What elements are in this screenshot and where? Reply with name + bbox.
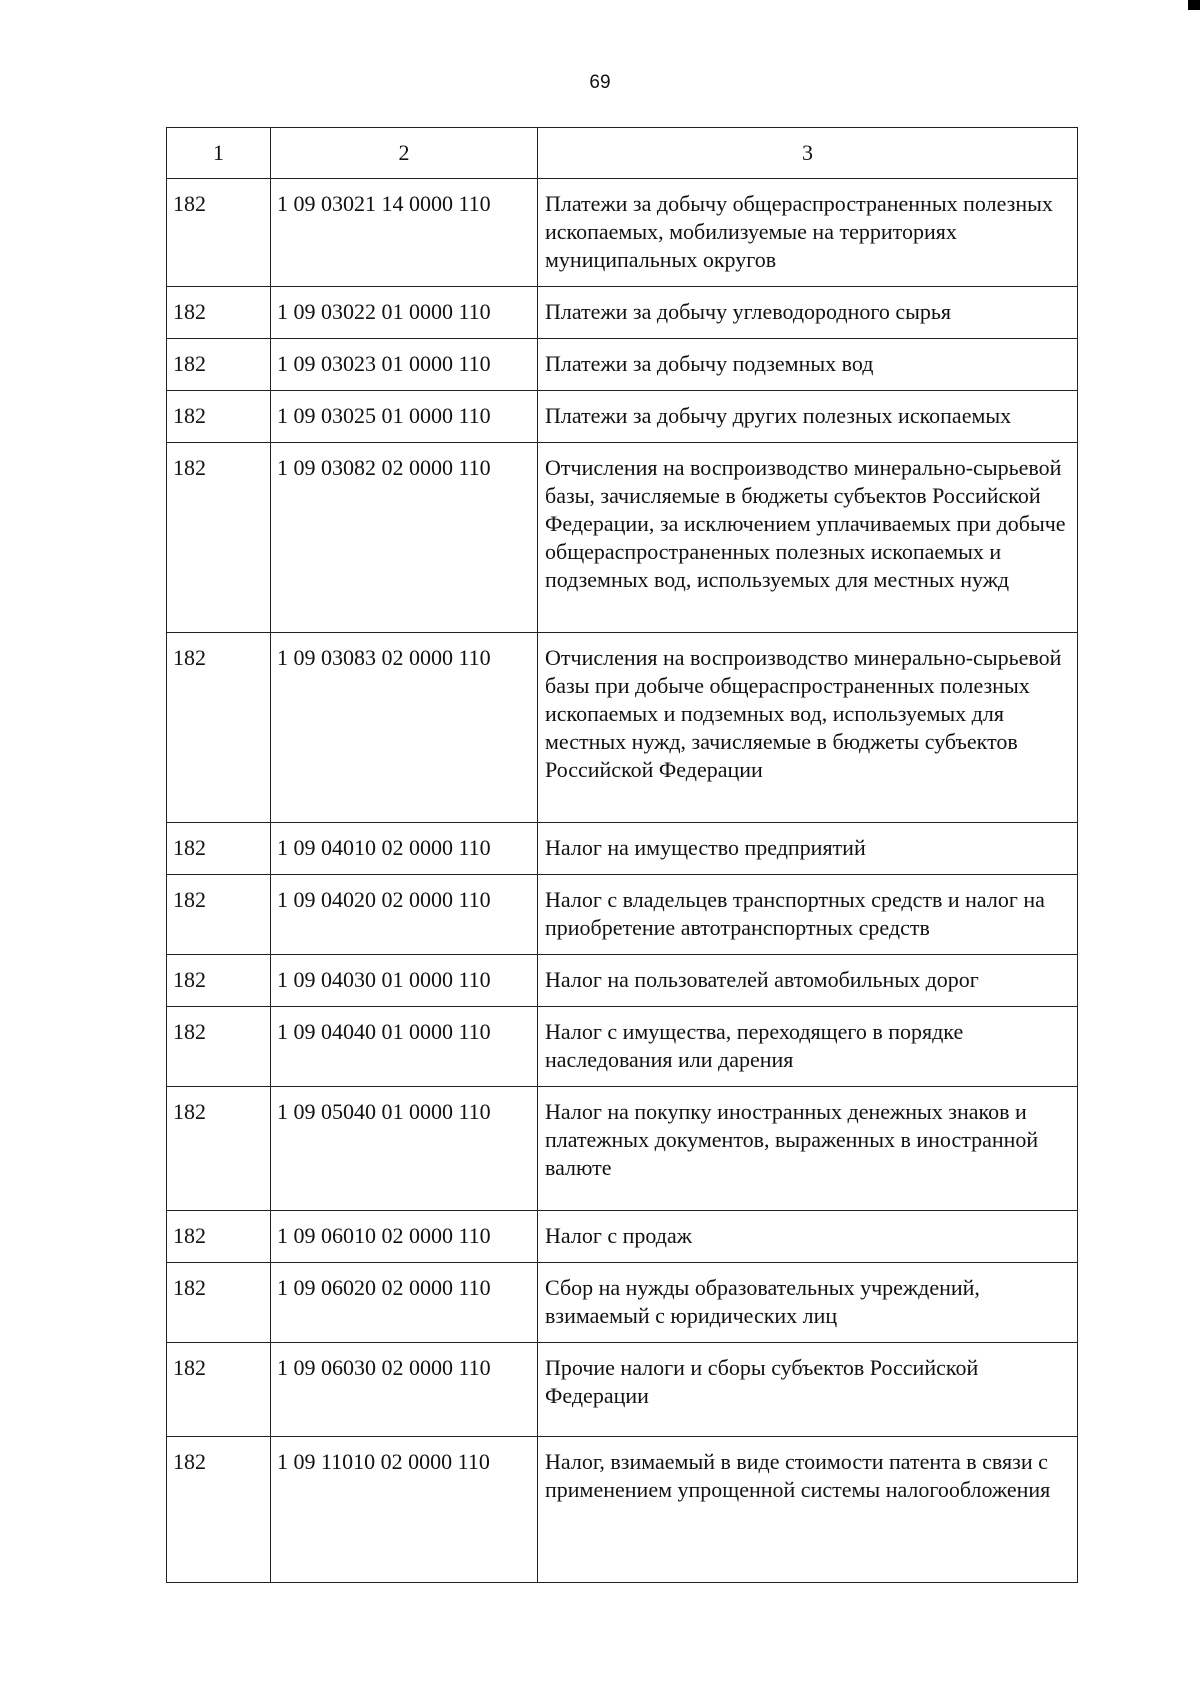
revenue-name-cell: Налог с владельцев транспортных средств и налог на приобретение автотранспортных средств bbox=[538, 875, 1078, 955]
admin-code-cell: 182 bbox=[167, 633, 271, 823]
page-number: 69 bbox=[589, 72, 611, 93]
table-row bbox=[167, 1007, 1078, 1087]
budget-code-cell: 1 09 03023 01 0000 110 bbox=[271, 339, 538, 391]
budget-code-cell: 1 09 04030 01 0000 110 bbox=[271, 955, 538, 1007]
table-row bbox=[167, 1343, 1078, 1437]
revenue-name-cell: Прочие налоги и сборы субъектов Российской Федерации bbox=[538, 1343, 1078, 1437]
budget-code-cell: 1 09 03025 01 0000 110 bbox=[271, 391, 538, 443]
budget-code-cell: 1 09 05040 01 0000 110 bbox=[271, 1087, 538, 1211]
table-row bbox=[167, 179, 1078, 287]
table-row bbox=[167, 823, 1078, 875]
revenue-name-cell: Налог на покупку иностранных денежных знаков и платежных документов, выраженных в иностранной валюте bbox=[538, 1087, 1078, 1211]
table-row bbox=[167, 633, 1078, 823]
admin-code-cell: 182 bbox=[167, 1263, 271, 1343]
revenue-name-cell: Платежи за добычу подземных вод bbox=[538, 339, 1078, 391]
header-cell-2: 2 bbox=[271, 128, 538, 179]
table-row bbox=[167, 875, 1078, 955]
scan-corner-mark bbox=[1188, 0, 1200, 10]
admin-code-cell: 182 bbox=[167, 179, 271, 287]
admin-code-cell: 182 bbox=[167, 443, 271, 633]
table-row bbox=[167, 287, 1078, 339]
budget-code-cell: 1 09 04040 01 0000 110 bbox=[271, 1007, 538, 1087]
admin-code-cell: 182 bbox=[167, 287, 271, 339]
budget-code-cell: 1 09 03022 01 0000 110 bbox=[271, 287, 538, 339]
revenue-name-cell: Налог, взимаемый в виде стоимости патента в связи с применением упрощенной системы налогообложения bbox=[538, 1437, 1078, 1583]
header-cell-1: 1 bbox=[167, 128, 271, 179]
table-header bbox=[167, 128, 1078, 179]
table-row bbox=[167, 1437, 1078, 1583]
table-row bbox=[167, 955, 1078, 1007]
admin-code-cell: 182 bbox=[167, 1087, 271, 1211]
table-row bbox=[167, 1211, 1078, 1263]
budget-code-cell: 1 09 06020 02 0000 110 bbox=[271, 1263, 538, 1343]
budget-code-cell: 1 09 04010 02 0000 110 bbox=[271, 823, 538, 875]
admin-code-cell: 182 bbox=[167, 1211, 271, 1263]
admin-code-cell: 182 bbox=[167, 391, 271, 443]
budget-code-cell: 1 09 03021 14 0000 110 bbox=[271, 179, 538, 287]
table-row bbox=[167, 1263, 1078, 1343]
admin-code-cell: 182 bbox=[167, 339, 271, 391]
budget-code-cell: 1 09 06030 02 0000 110 bbox=[271, 1343, 538, 1437]
admin-code-cell: 182 bbox=[167, 1343, 271, 1437]
revenue-name-cell: Отчисления на воспроизводство минерально-сырьевой базы, зачисляемые в бюджеты субъектов Российской Федерации, за исключением уплачиваемых при добыче общераспространенных полезных ископаемых и подземных вод, используемых для местных нужд bbox=[538, 443, 1078, 633]
admin-code-cell: 182 bbox=[167, 1437, 271, 1583]
revenue-name-cell: Налог на имущество предприятий bbox=[538, 823, 1078, 875]
budget-code-cell: 1 09 06010 02 0000 110 bbox=[271, 1211, 538, 1263]
budget-code-cell: 1 09 03082 02 0000 110 bbox=[271, 443, 538, 633]
admin-code-cell: 182 bbox=[167, 875, 271, 955]
budget-codes-table bbox=[166, 127, 1078, 1583]
revenue-name-cell: Налог на пользователей автомобильных дорог bbox=[538, 955, 1078, 1007]
table-row bbox=[167, 391, 1078, 443]
table-body bbox=[167, 179, 1078, 1583]
revenue-name-cell: Налог с продаж bbox=[538, 1211, 1078, 1263]
admin-code-cell: 182 bbox=[167, 1007, 271, 1087]
header-row bbox=[167, 128, 1078, 179]
budget-code-cell: 1 09 03083 02 0000 110 bbox=[271, 633, 538, 823]
table-row bbox=[167, 443, 1078, 633]
revenue-name-cell: Сбор на нужды образовательных учреждений, взимаемый с юридических лиц bbox=[538, 1263, 1078, 1343]
revenue-name-cell: Платежи за добычу углеводородного сырья bbox=[538, 287, 1078, 339]
admin-code-cell: 182 bbox=[167, 955, 271, 1007]
revenue-name-cell: Отчисления на воспроизводство минерально-сырьевой базы при добыче общераспространенных полезных ископаемых и подземных вод, используемых для местных нужд, зачисляемые в бюджеты субъектов Российской Федерации bbox=[538, 633, 1078, 823]
budget-code-cell: 1 09 04020 02 0000 110 bbox=[271, 875, 538, 955]
header-cell-3: 3 bbox=[538, 128, 1078, 179]
revenue-name-cell: Налог с имущества, переходящего в порядке наследования или дарения bbox=[538, 1007, 1078, 1087]
table-row bbox=[167, 339, 1078, 391]
revenue-name-cell: Платежи за добычу общераспространенных полезных ископаемых, мобилизуемые на территориях муниципальных округов bbox=[538, 179, 1078, 287]
admin-code-cell: 182 bbox=[167, 823, 271, 875]
budget-code-cell: 1 09 11010 02 0000 110 bbox=[271, 1437, 538, 1583]
table-row bbox=[167, 1087, 1078, 1211]
revenue-name-cell: Платежи за добычу других полезных ископаемых bbox=[538, 391, 1078, 443]
